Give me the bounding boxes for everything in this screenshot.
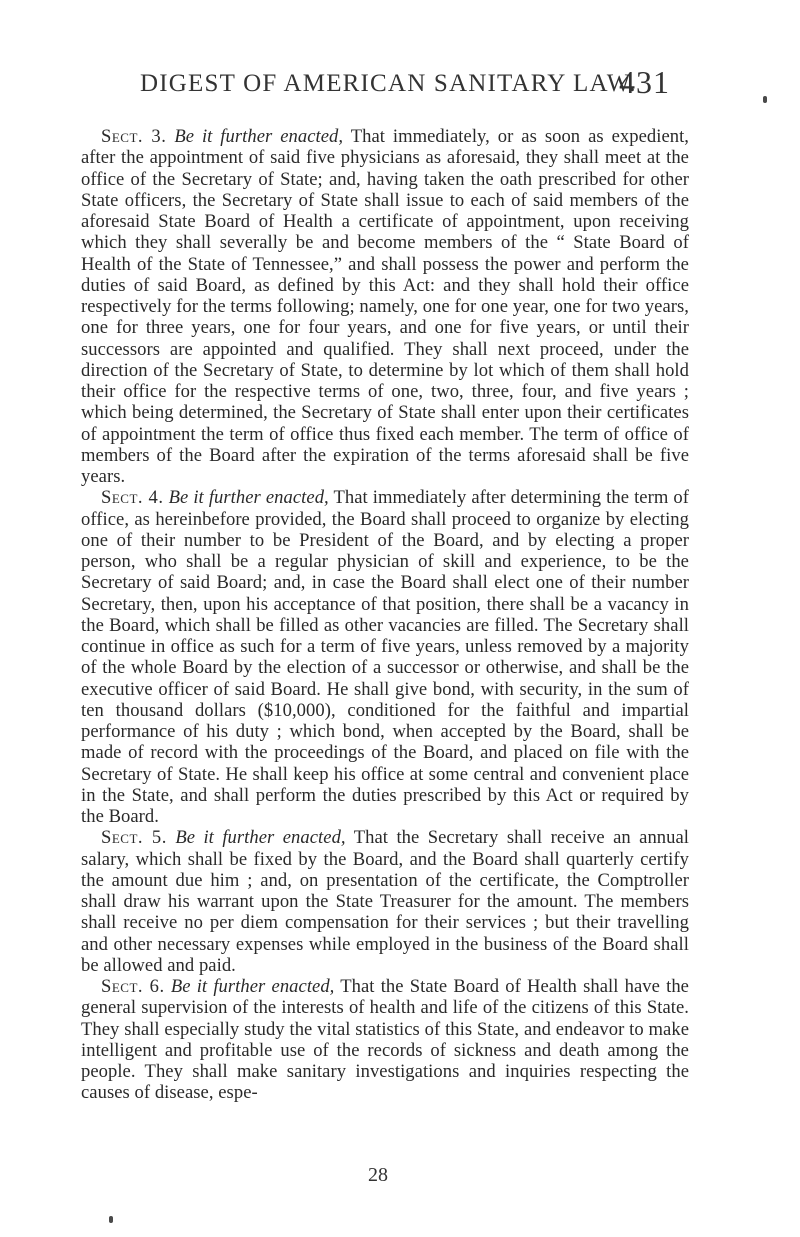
section-4-enacting-clause: Be it further enacted,	[168, 487, 329, 509]
signature-mark: 28	[368, 1164, 388, 1186]
section-6-label: Sect. 6.	[101, 976, 165, 997]
section-5-paragraph	[81, 827, 689, 976]
section-3-label: Sect. 3.	[101, 126, 167, 147]
section-3-text: That immediately, or as soon as expedient, after the appointment of said five physicians as aforesaid, they shall meet at the office of the Secretary of State; and, having taken the oath prescribed for other State officers, the Secretary of State shall issue to each of said members of the aforesaid State Board of Health a certificate of appointment, upon receiving which they shall severally be and become members of the “ State Board of Health of the State of Tennessee,” and shall possess the power and perform the duties of said Board, as defined by this Act: and they shall hold their office respectively for the terms following; namely, one for one year, one for two years, one for three years, one for four years, and one for five years, or until their successors are appointed and qualified. They shall next proceed, under the direction of the Secretary of State, to determine by lot which of them shall hold their office for the respective terms of one, two, three, four, and five years ; which being determined, the Secretary of State shall enter upon their certificates of appointment the term of office thus fixed each member. The term of office of members of the Board after the expiration of the terms aforesaid shall be five years.	[81, 126, 690, 487]
body-text	[81, 126, 689, 1104]
section-4-paragraph	[81, 487, 689, 827]
page-number: 431	[619, 64, 670, 100]
section-3-paragraph	[81, 126, 689, 487]
section-6-enacting-clause: Be it further enacted,	[170, 976, 335, 997]
section-5-label: Sect. 5.	[101, 827, 167, 849]
ink-speck	[763, 96, 767, 103]
section-5-enacting-clause: Be it further enacted,	[175, 827, 346, 849]
section-3-enacting-clause: Be it further enacted,	[174, 126, 344, 147]
section-6-text: That the State Board of Health shall have the general supervision of the interests of health and life of the citizens of this State. They shall especially study the vital statistics of this State, and endeavor to make intelligent and profitable use of the records of sickness and death among the people. They shall make sanitary investigations and inquiries respecting the causes of disease, espe-	[81, 976, 689, 1104]
running-head	[140, 62, 670, 98]
ink-speck	[109, 1216, 113, 1223]
section-4-text: That immediately after determining the term of office, as hereinbefore provided, the Board shall proceed to organize by electing one of their number to be President of the Board, and by electing a proper person, who shall be a regular physician of skill and experience, to be the Secretary of said Board; and, in case the Board shall elect one of their number Secretary, then, upon his acceptance of that position, there shall be a vacancy in the Board, which shall be filled as other vacancies are filled. The Secretary shall continue in office as such for a term of five years, unless removed by a majority of the whole Board by the election of a successor or otherwise, and shall be the executive officer of said Board. He shall give bond, with security, in the sum of ten thousand dollars ($10,000), conditioned for the faithful and impartial performance of his duty ; which bond, when accepted by the Board, shall be made of record with the proceedings of the Board, and placed on file with the Secretary of State. He shall keep his office at some central and convenient place in the State, and shall perform the duties prescribed by this Act or required by the Board.	[81, 487, 689, 827]
running-title: DIGEST OF AMERICAN SANITARY LAW.	[140, 70, 637, 97]
section-5-text: That the Secretary shall receive an annual salary, which shall be fixed by the Board, and the Board shall quarterly certify the amount due him ; and, on presentation of the certificate, the Comptroller shall draw his warrant upon the State Treasurer for the amount. The members shall receive no per diem compensation for their services ; but their travelling and other necessary expenses while employed in the business of the Board shall be allowed and paid.	[81, 827, 690, 976]
section-4-label: Sect. 4.	[101, 487, 164, 509]
section-6-paragraph	[81, 976, 689, 1104]
